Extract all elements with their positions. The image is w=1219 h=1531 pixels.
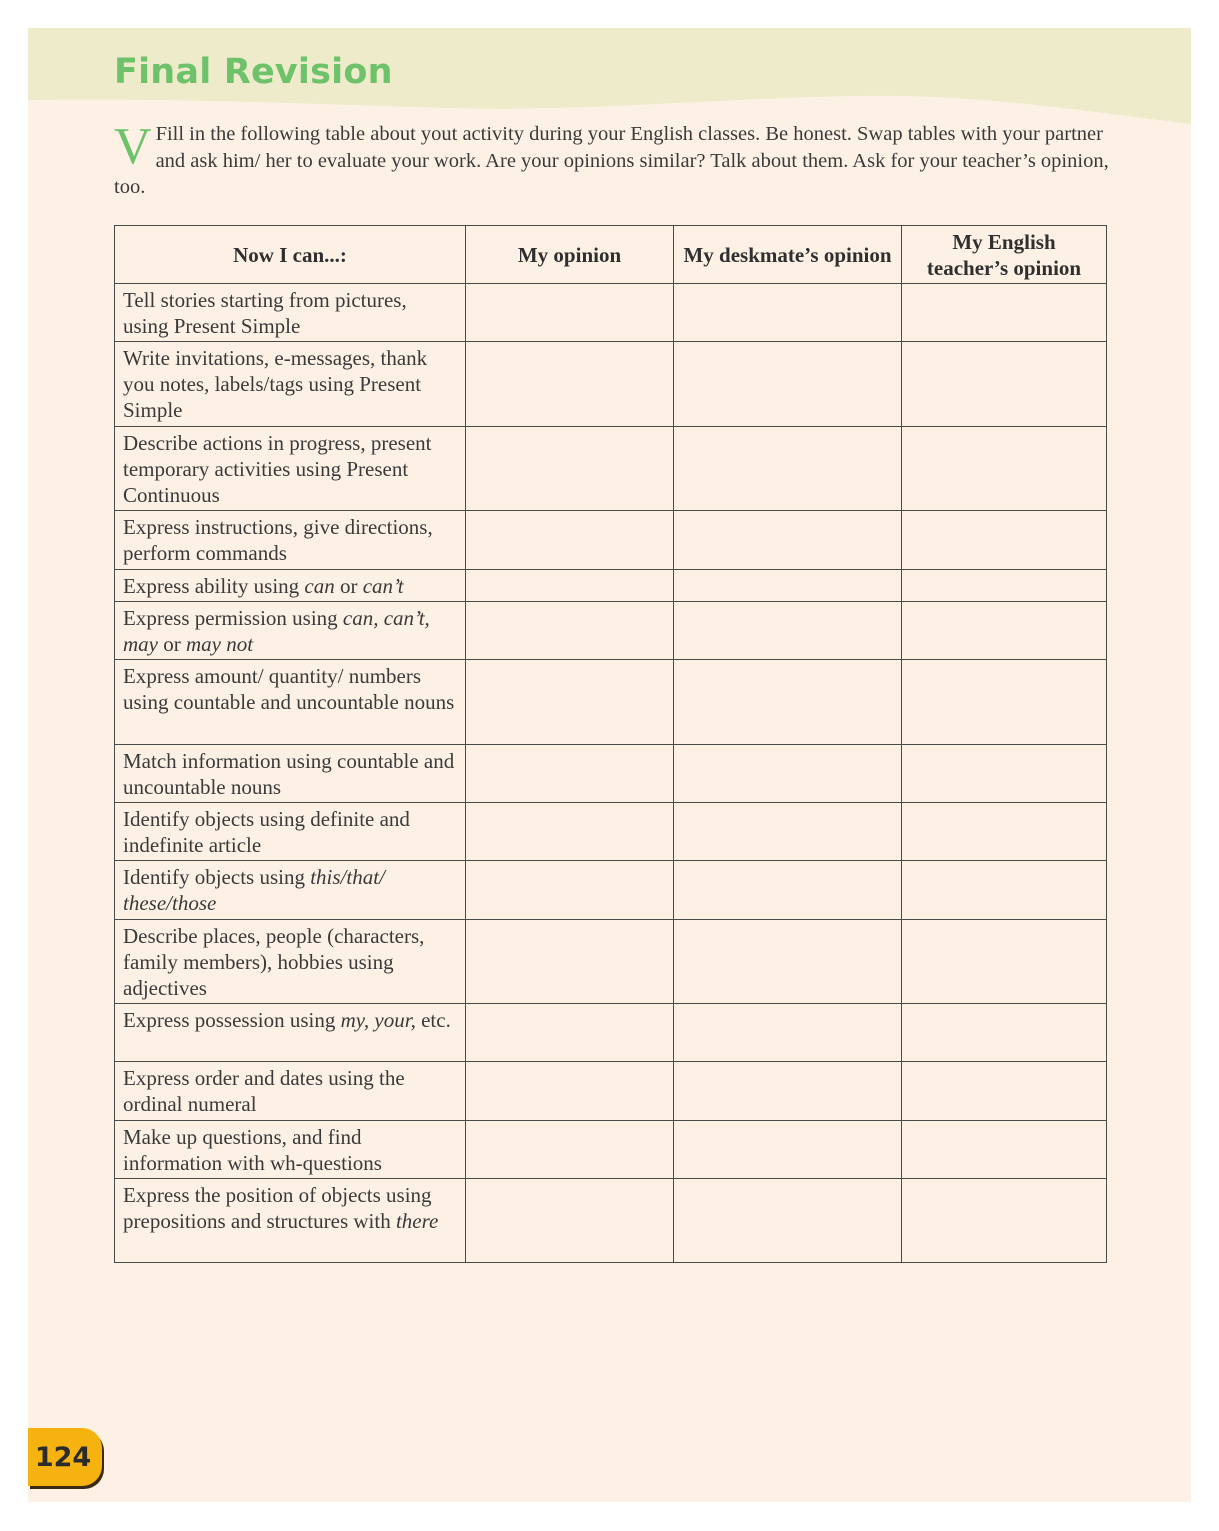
- skill-text-italic: can, can’t, may: [123, 606, 430, 656]
- skill-text: Express the position of objects using prepositions and structures with: [123, 1183, 432, 1233]
- table-row: [115, 920, 1107, 1004]
- skill-cell: [115, 1179, 466, 1263]
- skill-text: Describe places, people (characters, family members), hobbies using adjectives: [123, 924, 425, 1000]
- page-title: Final Revision: [114, 52, 393, 92]
- skill-text-italic: there: [395, 1209, 439, 1233]
- skill-cell: [115, 342, 466, 427]
- my-opinion-cell[interactable]: [466, 1062, 674, 1121]
- table-row: [115, 745, 1107, 803]
- skill-cell: [115, 511, 466, 570]
- skill-cell: [115, 745, 466, 803]
- teacher-opinion-cell[interactable]: [902, 745, 1107, 803]
- deskmate-opinion-cell[interactable]: [674, 1062, 902, 1121]
- deskmate-opinion-cell[interactable]: [674, 570, 902, 602]
- teacher-opinion-cell[interactable]: [902, 284, 1107, 342]
- skill-cell: [115, 660, 466, 745]
- teacher-opinion-cell[interactable]: [902, 427, 1107, 511]
- table-row: [115, 1179, 1107, 1263]
- teacher-opinion-cell[interactable]: [902, 861, 1107, 920]
- table-row: [115, 570, 1107, 602]
- teacher-opinion-cell[interactable]: [902, 660, 1107, 745]
- skill-cell: [115, 920, 466, 1004]
- self-evaluation-table: [114, 225, 1107, 1263]
- my-opinion-cell[interactable]: [466, 342, 674, 427]
- table-row: [115, 284, 1107, 342]
- skill-text: Make up questions, and find information with wh-questions: [123, 1125, 382, 1175]
- page-number-tab: [28, 1428, 102, 1486]
- skill-text: Match information using countable and uncountable nouns: [123, 749, 455, 799]
- my-opinion-cell[interactable]: [466, 1179, 674, 1263]
- table-row: [115, 660, 1107, 745]
- teacher-opinion-cell[interactable]: [902, 1062, 1107, 1121]
- teacher-opinion-cell[interactable]: [902, 511, 1107, 570]
- skill-cell: [115, 427, 466, 511]
- skill-cell: [115, 284, 466, 342]
- skill-text-italic: this/that/ these/those: [123, 865, 385, 915]
- skill-cell: [115, 602, 466, 660]
- teacher-opinion-cell[interactable]: [902, 1004, 1107, 1062]
- skill-cell: [115, 570, 466, 602]
- page-number: 124: [34, 1441, 92, 1473]
- my-opinion-cell[interactable]: [466, 602, 674, 660]
- skill-cell: [115, 803, 466, 861]
- my-opinion-cell[interactable]: [466, 920, 674, 1004]
- my-opinion-cell[interactable]: [466, 427, 674, 511]
- my-opinion-cell[interactable]: [466, 284, 674, 342]
- teacher-opinion-cell[interactable]: [902, 342, 1107, 427]
- header-teacher-opinion: My English teacher’s opinion: [902, 226, 1107, 284]
- teacher-opinion-cell[interactable]: [902, 1179, 1107, 1263]
- skill-text: Express instructions, give directions, perform commands: [123, 515, 433, 565]
- header-my-opinion: My opinion: [466, 226, 674, 284]
- skill-cell: [115, 1062, 466, 1121]
- my-opinion-cell[interactable]: [466, 745, 674, 803]
- skill-text: Express possession using: [123, 1008, 341, 1032]
- skill-text: Express ability using: [123, 574, 305, 598]
- header-now-i-can: Now I can...:: [115, 226, 466, 284]
- skill-text: Express order and dates using the ordinal numeral: [123, 1066, 405, 1116]
- table-row: [115, 861, 1107, 920]
- skill-text-italic: my, your,: [340, 1008, 416, 1032]
- table-row: [115, 1062, 1107, 1121]
- instructions-text: Fill in the following table about yout activity during your English classes. Be honest. Swap tables with your partner and ask him/ her to evaluate your work. Are your opinions similar? Talk about them. Ask for your teacher’s opinion, too.: [114, 123, 1109, 198]
- my-opinion-cell[interactable]: [466, 570, 674, 602]
- deskmate-opinion-cell[interactable]: [674, 284, 902, 342]
- teacher-opinion-cell[interactable]: [902, 570, 1107, 602]
- my-opinion-cell[interactable]: [466, 660, 674, 745]
- skill-text-italic: can’t: [362, 574, 404, 598]
- teacher-opinion-cell[interactable]: [902, 602, 1107, 660]
- table-row: [115, 342, 1107, 427]
- skill-text: Express amount/ quantity/ numbers using countable and uncountable nouns: [123, 664, 455, 714]
- table-row: [115, 602, 1107, 660]
- my-opinion-cell[interactable]: [466, 861, 674, 920]
- deskmate-opinion-cell[interactable]: [674, 342, 902, 427]
- deskmate-opinion-cell[interactable]: [674, 861, 902, 920]
- table-row: [115, 1121, 1107, 1179]
- teacher-opinion-cell[interactable]: [902, 803, 1107, 861]
- skill-text: Identify objects using: [123, 865, 311, 889]
- table-row: [115, 803, 1107, 861]
- deskmate-opinion-cell[interactable]: [674, 1004, 902, 1062]
- skill-text: or: [334, 574, 363, 598]
- teacher-opinion-cell[interactable]: [902, 920, 1107, 1004]
- table-body: [115, 284, 1107, 1263]
- skill-cell: [115, 861, 466, 920]
- skill-text: etc.: [415, 1008, 451, 1032]
- deskmate-opinion-cell[interactable]: [674, 660, 902, 745]
- table-row: [115, 511, 1107, 570]
- deskmate-opinion-cell[interactable]: [674, 803, 902, 861]
- deskmate-opinion-cell[interactable]: [674, 1121, 902, 1179]
- skill-text: Express permission using: [123, 606, 343, 630]
- deskmate-opinion-cell[interactable]: [674, 920, 902, 1004]
- skill-cell: [115, 1004, 466, 1062]
- deskmate-opinion-cell[interactable]: [674, 427, 902, 511]
- skill-text-italic: may not: [186, 632, 254, 656]
- deskmate-opinion-cell[interactable]: [674, 745, 902, 803]
- instructions: [114, 118, 1110, 201]
- skill-text: Identify objects using definite and indefinite article: [123, 807, 410, 857]
- my-opinion-cell[interactable]: [466, 511, 674, 570]
- table-row: [115, 1004, 1107, 1062]
- my-opinion-cell[interactable]: [466, 1121, 674, 1179]
- skill-text: Describe actions in progress, present temporary activities using Present Continuous: [123, 431, 432, 507]
- table-header-row: [115, 226, 1107, 284]
- my-opinion-cell[interactable]: [466, 1004, 674, 1062]
- header-deskmate-opinion: My deskmate’s opinion: [674, 226, 902, 284]
- skill-text: Tell stories starting from pictures, using Present Simple: [123, 288, 407, 338]
- skill-cell: [115, 1121, 466, 1179]
- deskmate-opinion-cell[interactable]: [674, 602, 902, 660]
- skill-text: Write invitations, e-messages, thank you notes, labels/tags using Present Simple: [123, 346, 428, 422]
- deskmate-opinion-cell[interactable]: [674, 1179, 902, 1263]
- skill-text-italic: can: [304, 574, 335, 598]
- my-opinion-cell[interactable]: [466, 803, 674, 861]
- skill-text: or: [158, 632, 186, 656]
- table-row: [115, 427, 1107, 511]
- dropcap-letter: V: [114, 118, 152, 175]
- teacher-opinion-cell[interactable]: [902, 1121, 1107, 1179]
- deskmate-opinion-cell[interactable]: [674, 511, 902, 570]
